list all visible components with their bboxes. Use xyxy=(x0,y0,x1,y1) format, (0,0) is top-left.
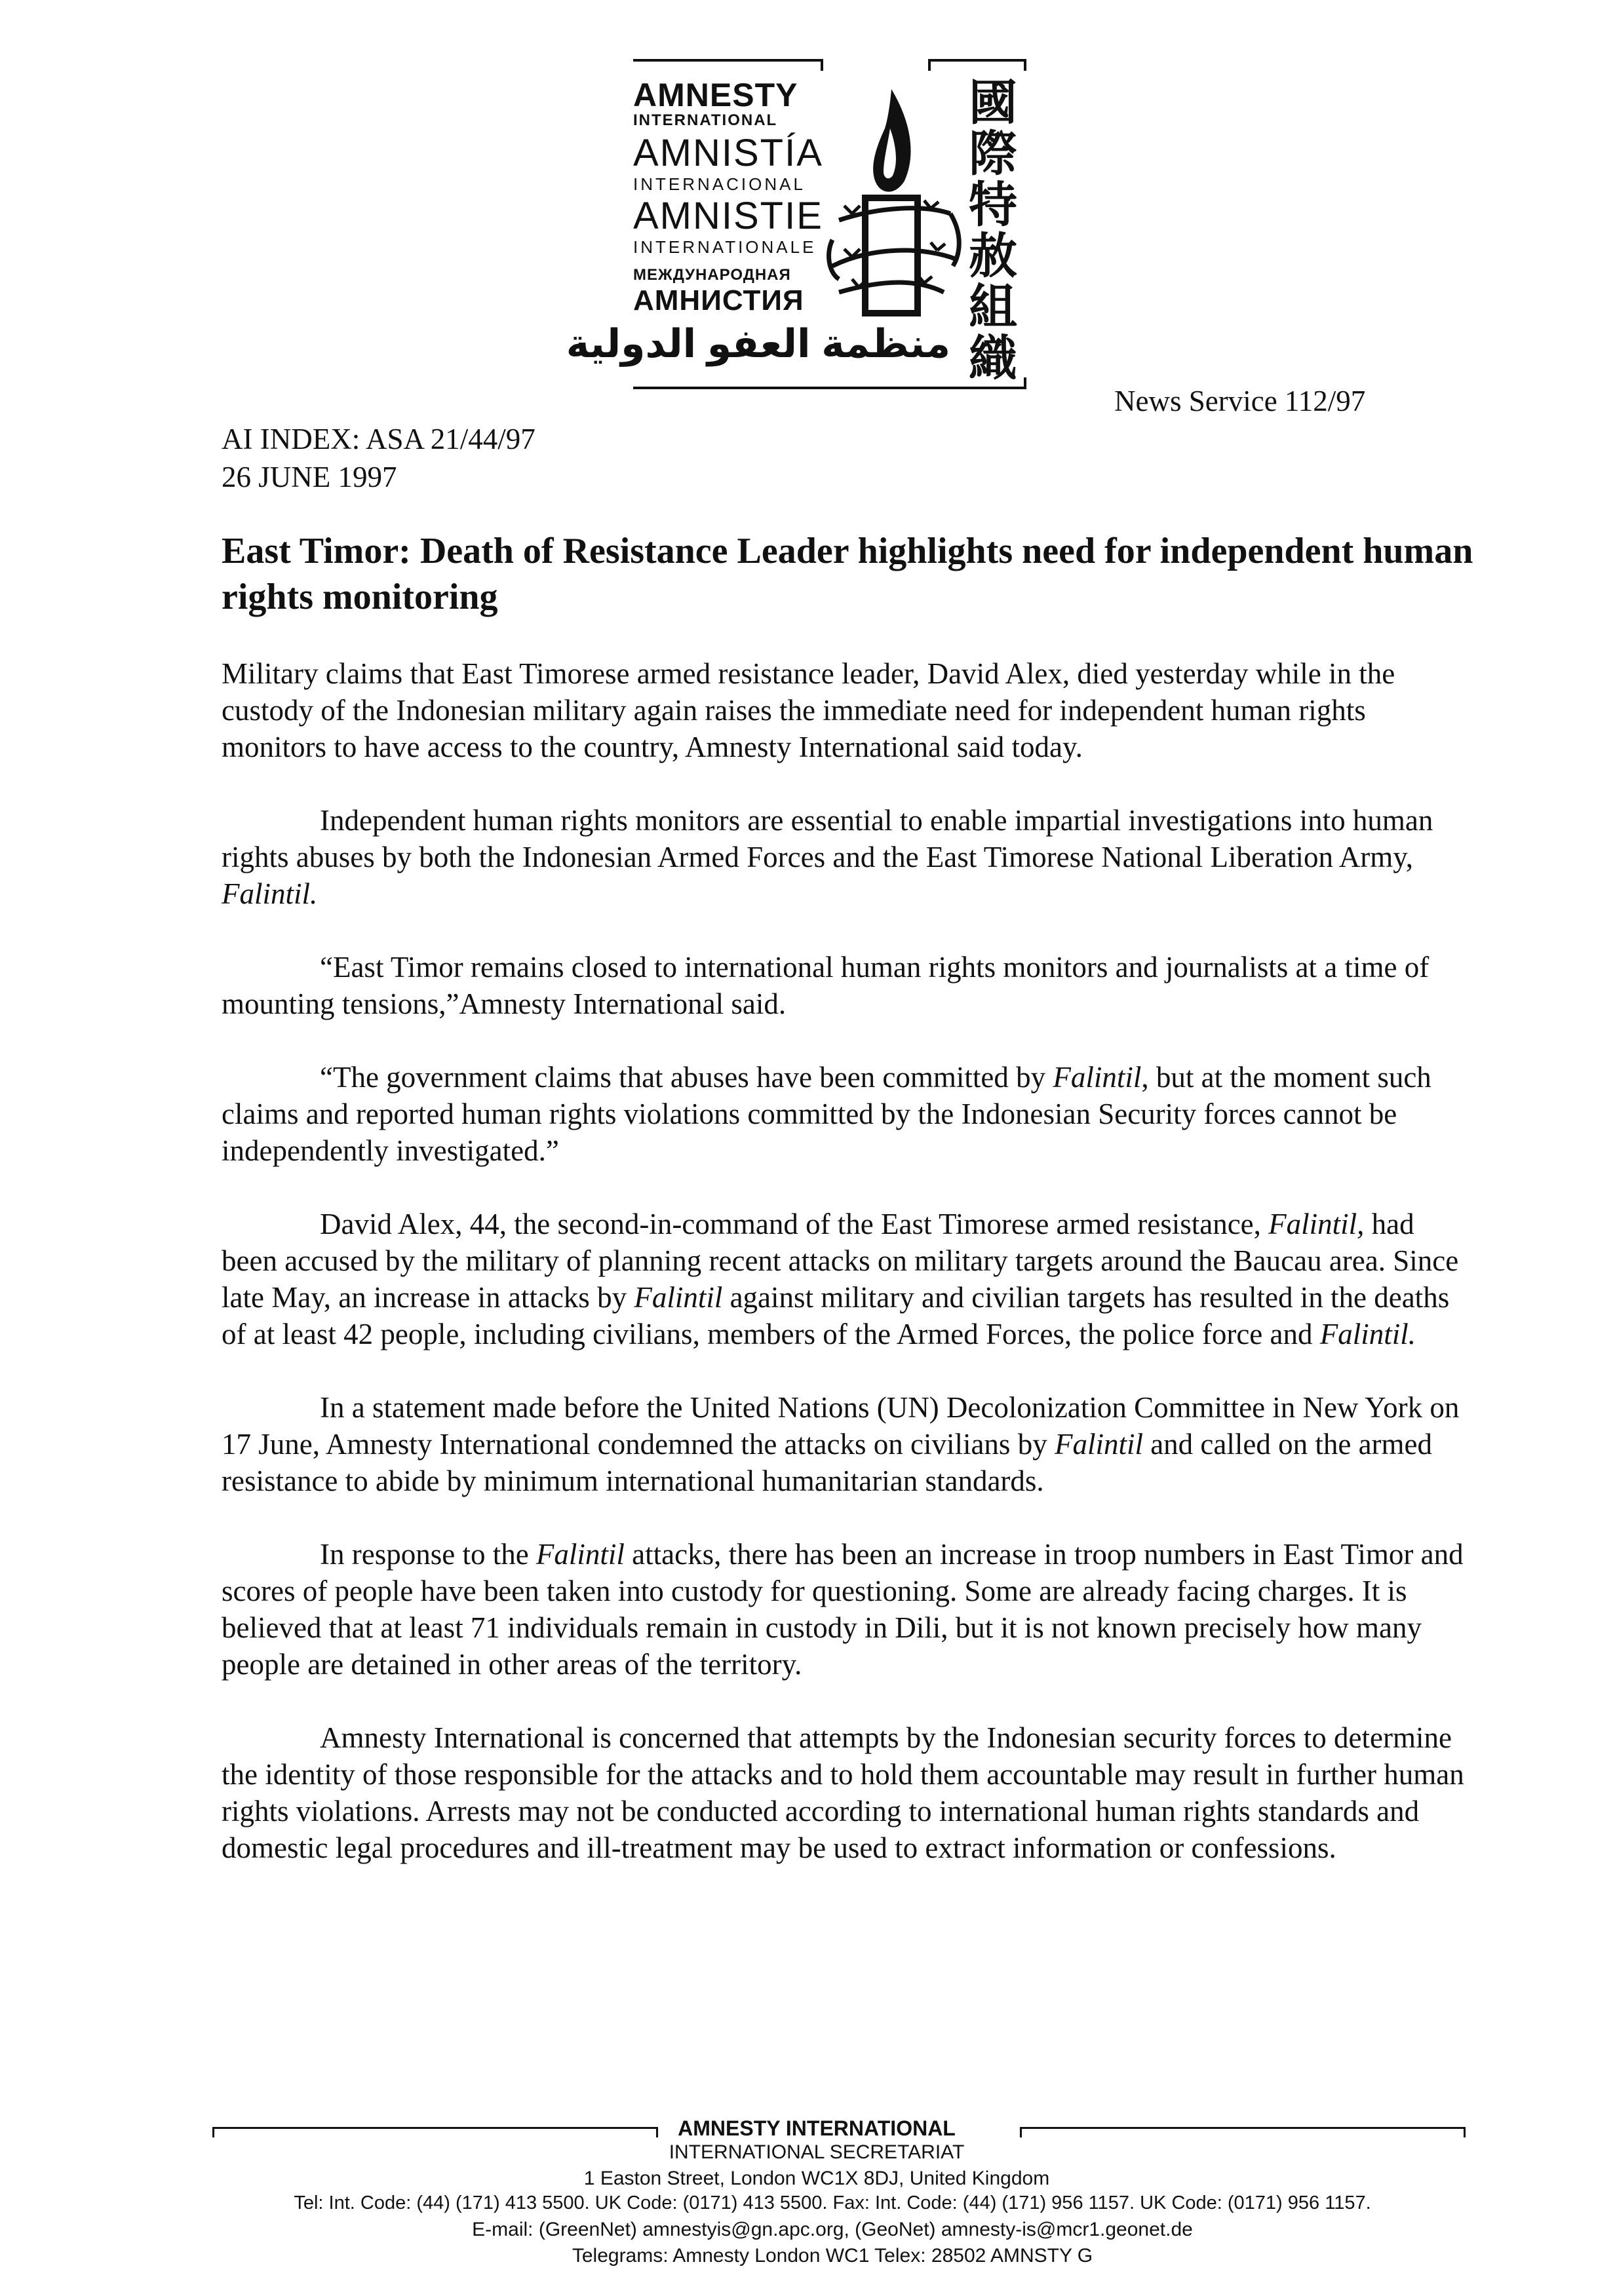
paragraph-text: had been accused by the military of planning recent attacks on military targets around the Baucau area. Since late May, an increase in attacks by xyxy=(222,1208,1459,1314)
logo-top-rule-left xyxy=(633,59,823,62)
paragraph xyxy=(222,655,1467,765)
paragraph xyxy=(222,1719,1467,1866)
falintil-emphasis: Falintil xyxy=(1054,1428,1143,1461)
logo-tick xyxy=(821,59,823,71)
paragraph xyxy=(222,1206,1467,1352)
falintil-emphasis: Falintil xyxy=(1053,1061,1142,1094)
candle-barbed-wire-icon xyxy=(813,83,970,332)
paragraph-text: In response to the xyxy=(320,1538,536,1571)
footer-phone: Tel: Int. Code: (44) (171) 413 5500. UK Code: (0171) 413 5500. Fax: Int. Code: (44) (171) 956 1157. UK Code: (0171) 956 1157. xyxy=(294,2192,1371,2213)
paragraph xyxy=(222,1389,1467,1499)
amnesty-logo xyxy=(566,46,1036,393)
logo-zh-char: 際 xyxy=(969,126,1017,182)
logo-name-es-sub: INTERNACIONAL xyxy=(633,174,806,194)
logo-tick xyxy=(1024,59,1026,71)
footer-address: 1 Easton Street, London WC1X 8DJ, United Kingdom xyxy=(583,2168,1050,2189)
logo-name-en: AMNESTY xyxy=(633,77,798,113)
falintil-emphasis: Falintil, xyxy=(1268,1208,1365,1240)
paragraph xyxy=(222,1059,1467,1169)
footer-tick xyxy=(1464,2127,1466,2137)
footer-org: AMNESTY INTERNATIONAL xyxy=(678,2116,956,2140)
logo-name-en-sub: INTERNATIONAL xyxy=(633,111,778,129)
logo-zh-char: 織 xyxy=(969,330,1017,387)
letterhead-footer xyxy=(197,2116,1468,2267)
news-service-number: News Service 112/97 xyxy=(1114,385,1366,417)
logo-name-fr: AMNISTIE xyxy=(633,195,823,237)
logo-name-ru-1: МЕЖДУНАРОДНАЯ xyxy=(633,266,791,284)
paragraph-text: Independent human rights monitors are essential to enable impartial investigations into human rights abuses by both the Indonesian Armed Forces and the East Timorese National Liberation Army, xyxy=(222,804,1433,873)
falintil-emphasis: Falintil. xyxy=(1319,1318,1416,1350)
logo-name-fr-sub: INTERNATIONALE xyxy=(633,237,817,257)
ai-index: AI INDEX: ASA 21/44/97 xyxy=(222,423,535,455)
paragraph-text: attacks, there has been an increase in troop numbers in East Timor and scores of people have been taken into custody for questioning. Some are already facing charges. It is believed that at least 71 individuals remain in custody in Dili, but it is not known precisely how many people are detained in other areas of the territory. xyxy=(222,1538,1464,1681)
article-body xyxy=(222,655,1467,1903)
logo-zh-char: 組 xyxy=(969,279,1017,335)
footer-telegrams: Telegrams: Amnesty London WC1 Telex: 28502 AMNSTY G xyxy=(572,2245,1093,2267)
logo-bottom-rule xyxy=(633,387,1026,389)
paragraph-text: , but at the moment such claims and reported human rights violations committed by the Indonesian Security forces cannot be independently investigated.” xyxy=(222,1061,1431,1167)
logo-top-rule-right xyxy=(928,59,1026,62)
logo-zh-char: 特 xyxy=(969,177,1017,233)
footer-secretariat: INTERNATIONAL SECRETARIAT xyxy=(669,2141,965,2163)
paragraph-text: David Alex, 44, the second-in-command of the East Timorese armed resistance, xyxy=(320,1208,1269,1240)
paragraph-text: Military claims that East Timorese armed resistance leader, David Alex, died yesterday while in the custody of the Indonesian military again raises the immediate need for independent human rights monitors to have access to the country, Amnesty International said today. xyxy=(222,657,1395,763)
paragraph-text: against military and civilian targets has resulted in the deaths of at least 42 people, including civilians, members of the Armed Forces, the police force and xyxy=(222,1281,1450,1350)
paragraph-text: Amnesty International is concerned that attempts by the Indonesian security forces to determine the identity of those responsible for the attacks and to hold them accountable may result in further human rights violations. Arrests may not be conducted according to international human rights standards and domestic legal procedures and ill-treatment may be used to extract information or confessions. xyxy=(222,1721,1464,1864)
falintil-emphasis: Falintil xyxy=(535,1538,625,1571)
logo-zh-char: 國 xyxy=(969,75,1017,131)
logo-zh-char: 赦 xyxy=(969,228,1017,284)
paragraph-text: “The government claims that abuses have been committed by xyxy=(320,1061,1053,1094)
paragraph-text: “East Timor remains closed to international human rights monitors and journalists at a time of mounting tensions,”Amnesty International said. xyxy=(222,951,1430,1020)
release-date: 26 JUNE 1997 xyxy=(222,461,397,493)
logo-tick xyxy=(1024,377,1026,389)
falintil-emphasis: Falintil. xyxy=(222,877,318,910)
falintil-emphasis: Falintil xyxy=(634,1281,723,1314)
paragraph xyxy=(222,949,1467,1022)
logo-name-es: AMNISTÍA xyxy=(633,132,823,174)
paragraph xyxy=(222,802,1467,912)
logo-name-ru-2: АМНИСТИЯ xyxy=(633,284,804,316)
page-title: East Timor: Death of Resistance Leader highlights need for independent human rights monitoring xyxy=(222,531,1473,617)
paragraph-text: In a statement made before the United Nations (UN) Decolonization Committee in New York on 17 June, Amnesty International condemned the attacks on civilians by xyxy=(222,1391,1460,1461)
footer-email: E-mail: (GreenNet) amnestyis@gn.apc.org, (GeoNet) amnesty-is@mcr1.geonet.de xyxy=(472,2219,1193,2240)
logo-tick xyxy=(928,59,931,71)
paragraph xyxy=(222,1536,1467,1683)
paragraph-text: and called on the armed resistance to abide by minimum international humanitarian standards. xyxy=(222,1428,1433,1497)
logo-name-ar: منظمة العفو الدولية xyxy=(566,322,950,366)
